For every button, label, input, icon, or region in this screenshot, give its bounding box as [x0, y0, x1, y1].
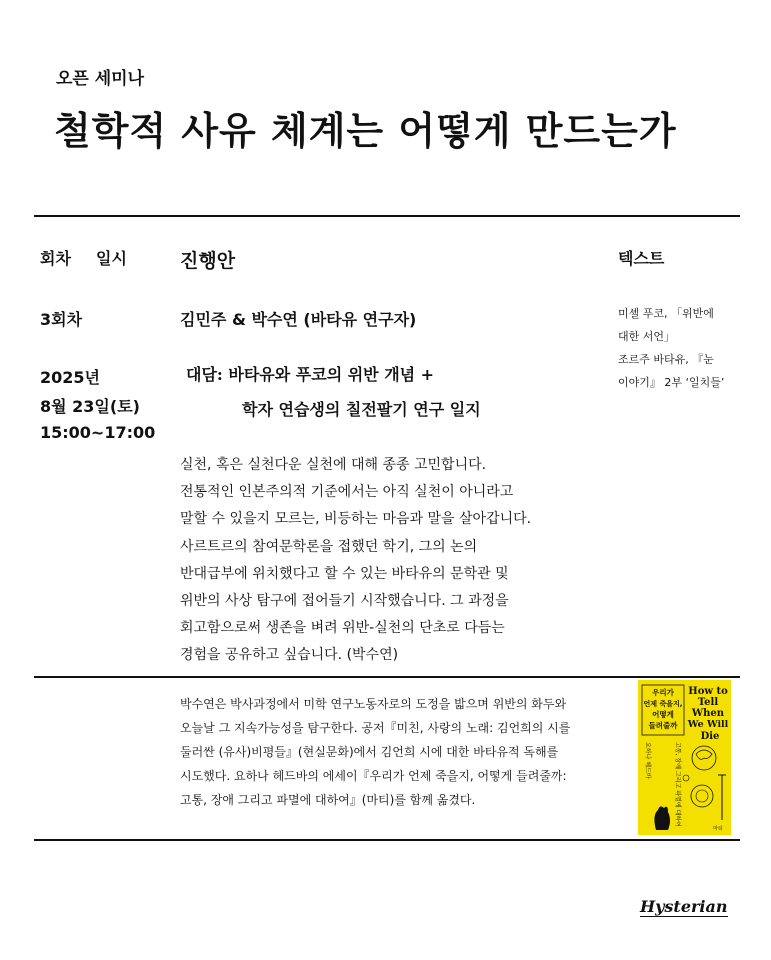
header-host: 진행안 — [180, 250, 236, 272]
hysterian-logo: Hysterian — [640, 897, 728, 916]
agenda-line-1: 대담: 바타유와 푸코의 위반 개념 + — [186, 365, 435, 384]
session-year: 2025년 — [40, 368, 100, 387]
text-item: 이야기』 2부 ‘일치들’ — [618, 376, 725, 389]
text-item: 미셸 푸코, 「위반에 — [618, 307, 714, 320]
book-english-title: We Will — [687, 719, 729, 730]
bio-line: 고통, 장애 그리고 파멸에 대하여』(마티)를 함께 옮겼다. — [180, 793, 476, 807]
description — [180, 452, 600, 670]
text-item: 조르주 바타유, 『눈 — [618, 353, 714, 366]
book-subtitle: 고통, 장애 그리고 파멸에 대하여 — [674, 742, 681, 827]
book-english-title: When — [691, 708, 725, 719]
book-publisher: 마티 — [713, 826, 723, 832]
text-item: 대한 서언」 — [618, 330, 676, 343]
book-korean-title: 들려줄까 — [648, 721, 678, 730]
description-line: 위반의 사상 탐구에 접어들기 시작했습니다. 그 과정을 — [180, 593, 509, 610]
text-list — [618, 302, 748, 394]
description-line: 실천, 혹은 실천다운 실천에 대해 종종 고민합니다. — [180, 457, 487, 473]
session-time: 15:00~17:00 — [40, 423, 156, 442]
description-line: 반대급부에 위치했다고 할 수 있는 바타유의 문학관 및 — [180, 565, 509, 582]
presenters: 김민주 & 박수연 (바타유 연구자) — [180, 310, 417, 329]
header-session: 회차 — [40, 249, 71, 268]
book-author: 요하나 헤드바 — [644, 742, 651, 779]
bio-line: 오늘날 그 지속가능성을 탐구한다. 공저『미친, 사랑의 노래: 김언희의 시를 — [180, 721, 571, 735]
book-english-title: Die — [700, 731, 720, 742]
description-line: 사르트르의 참여문학론을 접했던 학기, 그의 논의 — [180, 538, 478, 555]
bio-divider-bottom — [34, 839, 740, 841]
book-korean-title: 우리가 — [652, 688, 674, 697]
seminar-subtitle: 오픈 세미나 — [56, 69, 145, 89]
book-cover-image — [638, 680, 731, 835]
description-line: 경험을 공유하고 싶습니다. (박수연) — [180, 647, 399, 664]
session-day: 8월 23일(토) — [40, 397, 140, 416]
book-korean-title: 어떻게 — [652, 710, 674, 719]
bio-line: 시도했다. 요하나 헤드바의 에세이『우리가 언제 죽을지, 어떻게 들려줄까: — [180, 769, 567, 783]
bio-line: 박수연은 박사과정에서 미학 연구노동자로의 도정을 밟으며 위반의 화두와 — [180, 697, 567, 711]
description-line: 회고함으로써 생존을 벼려 위반-실천의 단초로 다듬는 — [180, 620, 505, 637]
bio-divider-top — [34, 676, 740, 678]
seminar-title: 철학적 사유 체계는 어떻게 만드는가 — [54, 109, 677, 153]
description-line: 전통적인 인본주의적 기준에서는 아직 실천이 아니라고 — [180, 484, 514, 501]
agenda-line-2: 학자 연습생의 칠전팔기 연구 일지 — [242, 400, 481, 419]
book-english-title: How to — [688, 686, 728, 697]
description-line: 말할 수 있을지 모르는, 비등하는 마음과 말을 살아갑니다. — [180, 511, 532, 528]
presenter-bio — [180, 692, 610, 812]
book-korean-title: 언제 죽을지, — [643, 700, 683, 708]
session-number: 3회차 — [40, 310, 83, 329]
header-text: 텍스트 — [618, 249, 665, 268]
book-english-title: Tell — [697, 697, 719, 708]
header-divider — [34, 215, 740, 217]
header-datetime: 일시 — [96, 249, 127, 268]
bio-line: 둘러싼 (유사)비평들』(현실문화)에서 김언희 시에 대한 바타유적 독해를 — [180, 745, 559, 759]
